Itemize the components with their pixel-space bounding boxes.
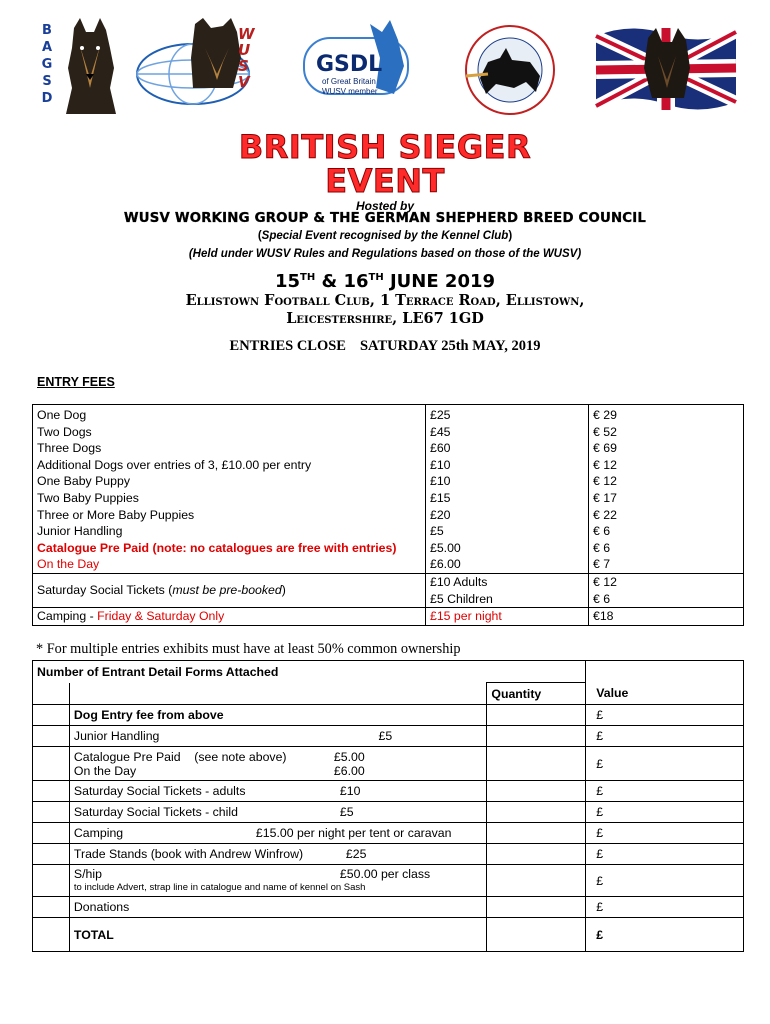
entry-form-table: [32, 660, 744, 952]
event-title-line2: EVENT: [325, 162, 445, 200]
row-price: £5: [339, 805, 354, 819]
quantity-input[interactable]: [487, 747, 586, 781]
fee-gbp: £5.00: [430, 540, 461, 555]
social-italic: must be pre-booked: [172, 583, 282, 598]
entry-fees-heading: ENTRY FEES: [37, 375, 115, 389]
brg-seal-icon: [440, 18, 580, 118]
fee-eur: € 69: [593, 441, 617, 456]
form-qty-cell[interactable]: [33, 747, 70, 781]
fee-item: Two Baby Puppies: [37, 490, 139, 505]
row-price: £5: [378, 729, 393, 743]
gsdl-subtitle: [322, 77, 378, 97]
row-label: Catalogue Pre Paid (see note above): [73, 749, 287, 764]
form-row-label: [69, 781, 486, 802]
fee-gbp: £10 Adults: [430, 574, 488, 589]
form-row-value[interactable]: £: [586, 705, 744, 726]
fee-eur: € 29: [593, 408, 617, 422]
gsdl-logo: [286, 18, 426, 114]
form-row-value[interactable]: £: [586, 781, 744, 802]
camping-days: Friday & Saturday Only: [97, 609, 225, 624]
bagsd-logo: [30, 18, 120, 114]
fees-gbp-cell: [426, 405, 589, 574]
date-month-year: JUNE 2019: [383, 271, 496, 292]
bagsd-letter: S: [42, 74, 52, 89]
fee-item-camping: [33, 608, 426, 626]
row-price: £50.00 per class: [339, 866, 431, 881]
table-row: [33, 726, 744, 747]
quantity-input[interactable]: [487, 897, 586, 918]
quantity-input[interactable]: [487, 823, 586, 844]
union-jack-dog-icon: [590, 18, 742, 118]
wusv-letters: [238, 26, 255, 90]
fee-gbp: £6.00: [430, 557, 461, 572]
bagsd-letters: [40, 22, 54, 107]
fee-gbp: £20: [430, 507, 451, 522]
form-row-label: [69, 823, 486, 844]
row-label: Junior Handling: [73, 729, 160, 743]
fee-eur: € 22: [593, 507, 617, 522]
event-dates: [0, 271, 770, 292]
fees-items-cell: [33, 405, 426, 574]
row-price: £25: [345, 847, 367, 861]
row-price: £15.00 per night per tent or caravan: [255, 826, 452, 840]
form-row-value[interactable]: £: [586, 844, 744, 865]
form-qty-cell[interactable]: [33, 865, 70, 897]
quantity-input[interactable]: [487, 918, 586, 952]
table-row: [33, 608, 744, 626]
quantity-input[interactable]: [487, 726, 586, 747]
fee-item: Three or More Baby Puppies: [37, 507, 195, 522]
fees-eur-cell: [589, 405, 744, 574]
fee-item: Two Dogs: [37, 424, 92, 439]
fee-eur-social: [589, 573, 744, 607]
form-header: Number of Entrant Detail Forms Attached: [33, 661, 586, 683]
fee-eur: € 52: [593, 424, 617, 439]
date-sup1: TH: [300, 272, 316, 283]
special-event-text: Special Event recognised by the Kennel Club: [261, 230, 509, 242]
form-qty-cell[interactable]: [33, 781, 70, 802]
form-blank: [33, 683, 70, 705]
fee-item: One Baby Puppy: [37, 474, 130, 489]
value-heading: Value: [586, 683, 744, 705]
fee-gbp-camping: £15 per night: [426, 608, 589, 626]
wusv-letter: U: [238, 41, 251, 59]
quantity-heading: Quantity: [487, 683, 586, 705]
form-header-blank: [586, 661, 744, 683]
row-label: Trade Stands (book with Andrew Winfrow): [73, 847, 304, 861]
form-qty-cell[interactable]: [33, 705, 70, 726]
row-label: S/hip: [73, 866, 102, 881]
form-row-value[interactable]: £: [586, 726, 744, 747]
hosts-line: WUSV WORKING GROUP & THE GERMAN SHEPHERD BREED COUNCIL: [123, 211, 647, 226]
globe-icon: [133, 18, 283, 114]
table-row: [33, 897, 744, 918]
form-row-value[interactable]: £: [586, 865, 744, 897]
british-regional-group-logo: [440, 18, 580, 118]
paren-open: (: [257, 230, 262, 242]
multiple-entries-note: * For multiple entries exhibits must have at least 50% common ownership: [36, 641, 461, 657]
gsdl-sub2: WUSV member: [322, 87, 378, 96]
fee-eur: € 12: [593, 474, 617, 489]
shepherd-dog-icon: [60, 18, 120, 114]
wusv-letter: S: [238, 57, 249, 75]
fee-gbp: £10: [430, 457, 451, 472]
form-row-label: [69, 802, 486, 823]
social-text: Saturday Social Tickets (: [37, 583, 173, 598]
row-subnote: to include Advert, strap line in catalogue and name of kennel on Sash: [73, 881, 366, 893]
table-row: [33, 705, 744, 726]
fee-gbp: £10: [430, 474, 451, 489]
hosted-by: Hosted by: [355, 199, 414, 213]
table-row: [33, 802, 744, 823]
row-price: £5.00: [333, 749, 365, 764]
venue-line2: Leicestershire, LE67 1GD: [286, 310, 484, 327]
wusv-letter: V: [238, 73, 250, 91]
table-row: [33, 781, 744, 802]
fee-gbp: £45: [430, 424, 451, 439]
event-title-line1: BRITISH SIEGER: [238, 128, 532, 166]
fee-eur: € 6: [593, 540, 611, 555]
total-value[interactable]: £: [586, 918, 744, 952]
bagsd-letter: B: [42, 23, 52, 38]
form-qty-cell[interactable]: [33, 823, 70, 844]
quantity-input[interactable]: [487, 802, 586, 823]
row-label: Saturday Social Tickets - adults: [73, 784, 246, 798]
special-event-note: [0, 230, 770, 242]
form-row-value[interactable]: £: [586, 802, 744, 823]
fee-item: Junior Handling: [37, 524, 123, 539]
form-qty-cell[interactable]: [33, 844, 70, 865]
venue-line1: Ellistown Football Club, 1 Terrace Road, Ellistown,: [185, 292, 585, 309]
fee-gbp-social: [426, 573, 589, 607]
fee-eur: € 7: [593, 557, 611, 572]
quantity-input[interactable]: [487, 781, 586, 802]
date-amp: &: [315, 271, 344, 292]
table-row: [33, 405, 744, 574]
fee-eur: € 12: [593, 457, 617, 472]
form-row-label: Dog Entry fee from above: [69, 705, 486, 726]
form-row-label: Donations: [69, 897, 486, 918]
row-label: Saturday Social Tickets - child: [73, 805, 238, 819]
form-row-value[interactable]: £: [586, 897, 744, 918]
table-row: [33, 865, 744, 897]
bagsd-letter: D: [41, 91, 53, 106]
social-text-end: ): [281, 583, 286, 598]
fee-gbp: £60: [430, 441, 451, 456]
fee-item: One Dog: [37, 408, 87, 422]
fee-item: Three Dogs: [37, 441, 102, 456]
fee-gbp: £15: [430, 490, 451, 505]
form-row-label: [69, 844, 486, 865]
table-row: [33, 661, 744, 683]
form-qty-cell[interactable]: [33, 918, 70, 952]
form-row-label: [69, 726, 486, 747]
form-qty-cell[interactable]: [33, 802, 70, 823]
fee-eur: € 6: [593, 524, 611, 539]
held-under-note: (Held under WUSV Rules and Regulations based on those of the WUSV): [188, 248, 582, 260]
quantity-input[interactable]: [487, 705, 586, 726]
fee-eur: € 17: [593, 490, 617, 505]
table-row: [33, 823, 744, 844]
table-row: [33, 683, 744, 705]
union-flag-logo: [590, 18, 742, 118]
paren-close: ): [508, 230, 513, 242]
total-label: TOTAL: [69, 918, 486, 952]
form-qty-cell[interactable]: [33, 897, 70, 918]
fee-gbp: £5: [430, 524, 444, 539]
entries-close: [0, 338, 770, 355]
camping-label: Camping -: [37, 609, 98, 624]
form-row-label: [69, 865, 486, 897]
table-row: [33, 747, 744, 781]
form-row-value[interactable]: £: [586, 823, 744, 844]
fee-gbp: £25: [430, 408, 451, 422]
bagsd-letter: A: [41, 40, 53, 55]
date-day2: 16: [343, 271, 369, 292]
row-price: £10: [339, 784, 361, 798]
form-row-label: [69, 747, 486, 781]
table-row: [33, 918, 744, 952]
fee-eur-camping: €18: [589, 608, 744, 626]
entries-close-date: SATURDAY 25th MAY, 2019: [359, 338, 541, 354]
fee-item: Additional Dogs over entries of 3, £10.00 per entry: [37, 457, 312, 472]
form-row-value[interactable]: £: [586, 747, 744, 781]
form-blank: [69, 683, 486, 705]
row-label: On the Day: [73, 763, 137, 778]
fee-eur: € 6: [593, 591, 611, 606]
fee-item-social: [33, 573, 426, 607]
quantity-input[interactable]: [487, 865, 586, 897]
fee-item-on-day: On the Day: [37, 557, 100, 572]
quantity-input[interactable]: [487, 844, 586, 865]
wusv-letter: W: [238, 25, 255, 43]
wusv-logo: [133, 18, 283, 114]
date-day1: 15: [274, 271, 301, 292]
entry-fees-table: [32, 404, 744, 626]
row-label: Camping: [73, 826, 124, 840]
gsdl-title: GSDL: [316, 52, 383, 77]
gsdl-sub1: of Great Britain: [322, 77, 376, 86]
logo-strip: [30, 18, 742, 118]
fee-gbp: £5 Children: [430, 591, 493, 606]
fee-item-catalogue: Catalogue Pre Paid (note: no catalogues are free with entries): [37, 540, 397, 555]
table-row: [33, 573, 744, 607]
entries-close-label: ENTRIES CLOSE: [229, 338, 346, 354]
table-row: [33, 844, 744, 865]
date-sup2: TH: [368, 272, 384, 283]
fee-eur: € 12: [593, 574, 617, 589]
form-qty-cell[interactable]: [33, 726, 70, 747]
bagsd-letter: G: [41, 57, 53, 72]
row-price: £6.00: [333, 763, 365, 778]
